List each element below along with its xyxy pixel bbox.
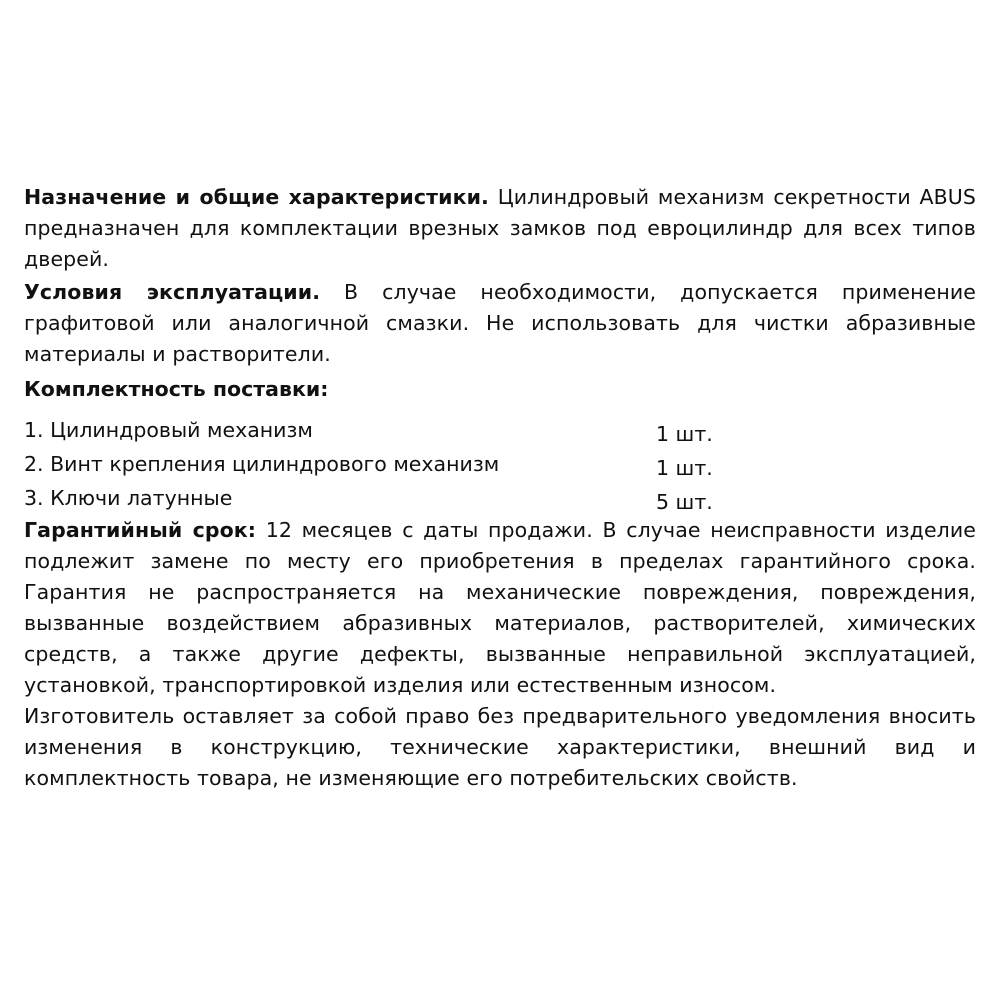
item-number: 1. xyxy=(24,418,44,442)
usage-paragraph xyxy=(24,277,976,370)
kit-list xyxy=(24,413,976,515)
warranty-text: 12 месяцев с даты продажи. В случае неисправности изделие подлежит замене по месту его приобретения в пределах гарантийного срока. Гарантия не распространяется на механические повреждения, повреждения, вызванные воздействием абразивных материалов, растворителей, химических средств, а также другие дефекты, вызванные неправильной эксплуатацией, установкой, транспортировкой изделия или естественным износом. xyxy=(24,518,976,697)
warranty-title: Гарантийный срок: xyxy=(24,518,257,542)
usage-title: Условия эксплуатации. xyxy=(24,280,321,304)
item-quantity: 1 шт. xyxy=(656,456,713,480)
manufacturer-paragraph xyxy=(24,701,976,794)
item-name: Винт крепления цилиндрового механизм xyxy=(50,452,500,476)
kit-title: Комплектность поставки: xyxy=(24,377,329,401)
list-item xyxy=(24,413,976,447)
purpose-title: Назначение и общие характеристики. xyxy=(24,185,489,209)
manufacturer-text: Изготовитель оставляет за собой право без предварительного уведомления вносить изменения в конструкцию, технические характеристики, внешний вид и комплектность товара, не изменяющие его потребительских свойств. xyxy=(24,704,976,790)
usage-text: В случае необходимости, допускается применение графитовой или аналогичной смазки. Не использовать для чистки абразивные материалы и растворители. xyxy=(24,280,976,366)
purpose-text: Цилиндровый механизм секретности ABUS предназначен для комплектации врезных замков под евроцилиндр для всех типов дверей. xyxy=(24,185,976,271)
item-number: 2. xyxy=(24,452,44,476)
item-quantity: 5 шт. xyxy=(656,490,713,514)
item-quantity: 1 шт. xyxy=(656,422,713,446)
item-name: Ключи латунные xyxy=(50,486,233,510)
purpose-paragraph xyxy=(24,182,976,275)
item-number: 3. xyxy=(24,486,44,510)
list-item xyxy=(24,481,976,515)
instruction-document xyxy=(24,182,976,794)
warranty-paragraph xyxy=(24,515,976,701)
list-item xyxy=(24,447,976,481)
item-name: Цилиндровый механизм xyxy=(50,418,313,442)
